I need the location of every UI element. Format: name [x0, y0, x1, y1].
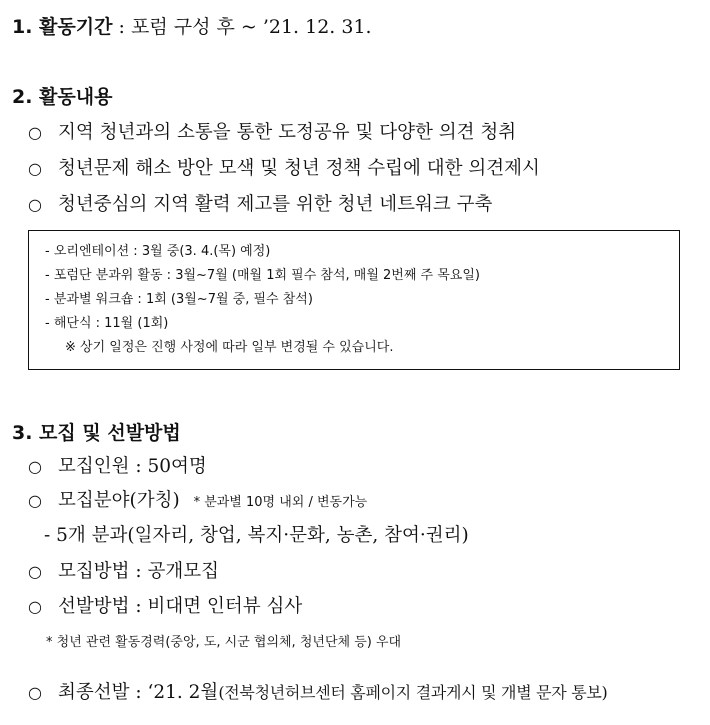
recruit-method-item: [28, 563, 219, 582]
recruitment-heading: 3. 모집 및 선발방법: [12, 422, 181, 444]
recruit-count-text: 모집인원 : 50여명: [58, 456, 207, 477]
activity-period-heading: 1. 활동기간: [12, 16, 113, 38]
circle-bullet-icon: ○: [28, 683, 42, 702]
selection-method-item: [28, 598, 302, 617]
activity-period-value: : 포럼 구성 후 ~ ’21. 12. 31.: [112, 16, 372, 38]
divisions-line: - 5개 분과(일자리, 창업, 복지·문화, 농촌, 참여·권리): [44, 525, 469, 546]
activity-period-line: [12, 18, 372, 37]
schedule-row: - 분과별 워크숍 : 1회 (3월~7월 중, 필수 참석): [45, 292, 313, 307]
circle-bullet-icon: ○: [28, 491, 42, 510]
recruit-field-text: 모집분야(가칭): [58, 490, 180, 511]
activity-item: [28, 196, 492, 215]
schedule-note: ※ 상기 일정은 진행 사정에 따라 일부 변경될 수 있습니다.: [65, 340, 394, 355]
preference-note: * 청년 관련 활동경력(중앙, 도, 시군 협의체, 청년단체 등) 우대: [46, 635, 402, 650]
activity-item-text: 지역 청년과의 소통을 통한 도정공유 및 다양한 의견 청취: [58, 122, 517, 143]
schedule-row: - 해단식 : 11월 (1회): [45, 316, 169, 331]
circle-bullet-icon: ○: [28, 562, 42, 581]
recruit-field-note: * 분과별 10명 내외 / 변동가능: [193, 495, 368, 510]
circle-bullet-icon: ○: [28, 123, 42, 142]
circle-bullet-icon: ○: [28, 159, 42, 178]
circle-bullet-icon: ○: [28, 597, 42, 616]
schedule-row: - 포럼단 분과위 활동 : 3월~7월 (매월 1회 필수 참석, 매월 2번째 주 목요일): [45, 268, 480, 283]
recruit-method-text: 모집방법 : 공개모집: [58, 561, 219, 582]
activity-content-heading: 2. 활동내용: [12, 86, 113, 108]
final-selection-detail: (전북청년허브센터 홈페이지 결과게시 및 개별 문자 통보): [218, 683, 608, 702]
selection-method-text: 선발방법 : 비대면 인터뷰 심사: [58, 596, 303, 617]
activity-item: [28, 124, 516, 143]
activity-item-text: 청년문제 해소 방안 모색 및 청년 정책 수립에 대한 의견제시: [58, 158, 540, 179]
recruit-field-item: [28, 492, 367, 511]
recruit-count-item: [28, 458, 207, 477]
final-selection-item: [28, 684, 608, 703]
final-selection-label: 최종선발 : ‘21. 2월: [58, 682, 219, 703]
schedule-box: [28, 230, 680, 370]
activity-item-text: 청년중심의 지역 활력 제고를 위한 청년 네트워크 구축: [58, 194, 493, 215]
schedule-row: - 오리엔테이션 : 3월 중(3. 4.(목) 예정): [45, 244, 271, 259]
activity-item: [28, 160, 540, 179]
circle-bullet-icon: ○: [28, 195, 42, 214]
circle-bullet-icon: ○: [28, 457, 42, 476]
